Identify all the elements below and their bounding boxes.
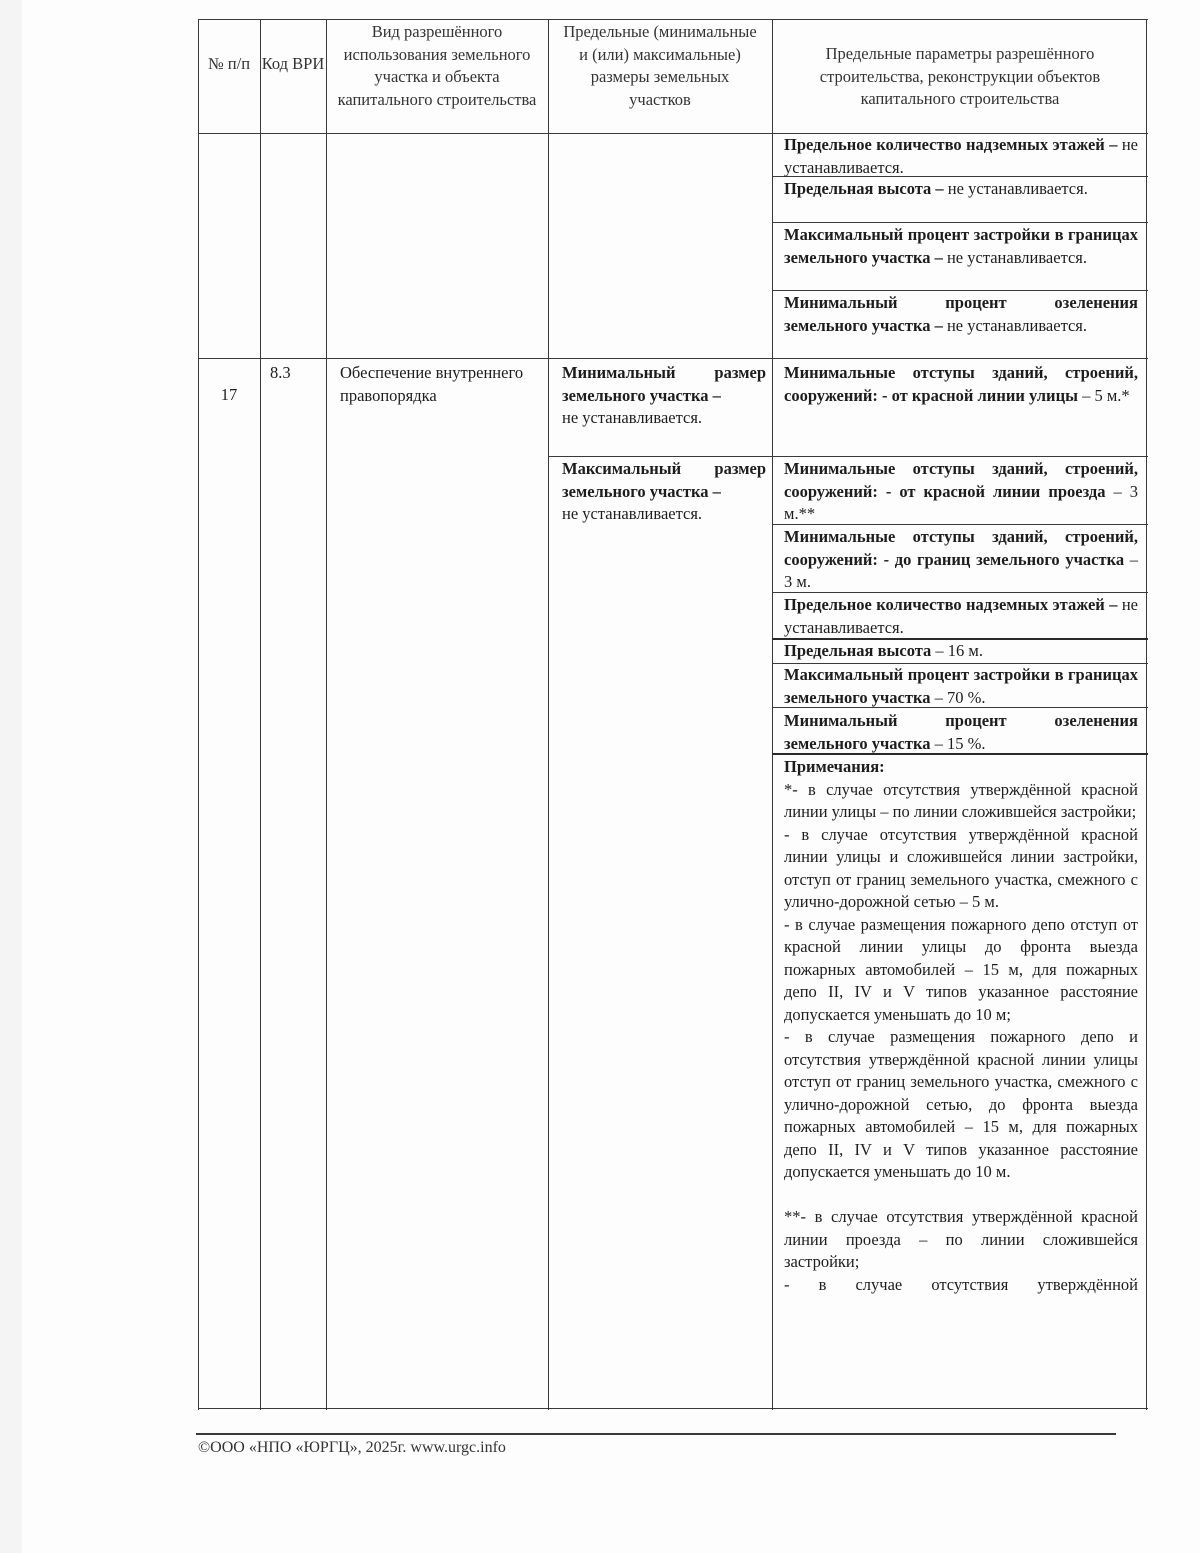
row-number: 17 xyxy=(220,385,238,404)
param-value: – 3 м.** xyxy=(784,481,1139,523)
param-label: Минимальный процент озеленения земельного участка xyxy=(784,711,1138,753)
param-setback-street xyxy=(782,362,1140,407)
param-max-coverage xyxy=(782,664,1140,709)
note-item: - в случае размещения пожарного депо отступ от красной линии улицы до фронта выезда пожарных автомобилей – 15 м, для пожарных депо II, IV и V типов указанное расстояние допускается уменьшать до 10 м; xyxy=(784,914,1138,1024)
size-divider xyxy=(548,456,772,457)
param-height xyxy=(782,640,1140,663)
note-item: **- в случае отсутствия утверждённой красной линии проезда – по линии сложившейся застройки; xyxy=(784,1207,1138,1271)
header-code: Код ВРИ xyxy=(261,54,325,73)
notes-title: Примечания: xyxy=(784,757,885,776)
param-value: не устанавливается. xyxy=(943,179,1088,198)
param-label: Минимальный размер земельного участка – xyxy=(562,363,766,405)
param-value: – 16 м. xyxy=(931,641,983,660)
param-label: Предельная высота xyxy=(784,641,932,660)
param-value: – 15 %. xyxy=(930,733,986,753)
table-border-left xyxy=(198,19,199,1410)
footer-divider xyxy=(196,1433,1116,1435)
max-plot-size xyxy=(560,458,768,526)
param-label: Максимальный процент застройки в границах земельного участка – xyxy=(784,225,1138,267)
param-setback-plot xyxy=(782,526,1140,594)
param-height xyxy=(782,178,1140,201)
min-plot-size xyxy=(560,362,768,430)
param-value: – 3 м. xyxy=(784,549,1139,591)
param-value: – 5 м.* xyxy=(1077,385,1130,405)
col-divider xyxy=(772,19,773,1410)
param-max-coverage xyxy=(782,224,1140,269)
param-floors xyxy=(782,134,1140,179)
param-min-greenery xyxy=(782,710,1140,755)
param-floors xyxy=(782,594,1140,639)
footer-copyright: ©ООО «НПО «ЮРГЦ», 2025г. www.urgc.info xyxy=(198,1439,506,1456)
param-label: Максимальный размер земельного участка – xyxy=(562,459,766,501)
param-label: Предельное количество надземных этажей – xyxy=(784,135,1118,154)
col-divider xyxy=(326,19,327,1410)
param-value: не устанавливается. xyxy=(562,408,703,427)
col-divider xyxy=(260,19,261,1410)
col-divider xyxy=(548,19,549,1410)
regulations-table xyxy=(198,19,1148,1410)
note-item: - в случае отсутствия утверждённой красной линии улицы и сложившейся линии застройки, отступ от границ земельного участка, смежного с улично-дорожной сетью – 5 м. xyxy=(784,824,1138,911)
note-item: - в случае отсутствия утверждённой xyxy=(784,1274,1138,1294)
notes-block xyxy=(782,756,1140,1296)
header-size: Предельные (минимальные и (или) максимальные) размеры земельных участков xyxy=(563,22,757,109)
header-use: Вид разрешённого использования земельного участка и объекта капитального строительства xyxy=(337,22,537,109)
param-value: не устанавливается. xyxy=(942,315,1088,335)
param-label: Максимальный процент застройки в границах земельного участка xyxy=(784,665,1138,707)
table-border-top xyxy=(198,19,1148,20)
param-label: Предельное количество надземных этажей – xyxy=(784,595,1118,614)
param-value: не устанавливается. xyxy=(784,595,1138,637)
param-value: не устанавливается. xyxy=(562,504,703,523)
param-label: Минимальный процент озеленения земельного участка – xyxy=(784,293,1138,335)
param-min-greenery xyxy=(782,292,1140,337)
note-item: *- в случае отсутствия утверждённой красной линии улицы – по линии сложившейся застройки; xyxy=(784,779,1138,821)
scan-edge xyxy=(0,0,22,1553)
param-divider xyxy=(772,290,1148,291)
table-border-bottom xyxy=(198,1408,1148,1409)
param-divider xyxy=(772,222,1148,223)
param-label: Минимальные отступы зданий, строений, сооружений: - от красной линии проезда xyxy=(784,459,1138,501)
param-label: Минимальные отступы зданий, строений, сооружений: - до границ земельного участка xyxy=(784,527,1138,569)
use-type: Обеспечение внутреннего правопорядка xyxy=(340,363,524,405)
param-divider xyxy=(772,456,1148,457)
row-divider xyxy=(198,358,1148,359)
note-item: - в случае размещения пожарного депо и отсутствия утверждённой красной линии улицы отступ от границ земельного участка, смежного с улично-дорожной сетью, до фронта выезда пожарных автомобилей – 15 м, для пожарных депо II, IV и V типов указанное расстояние допускается уменьшать до 10 м. xyxy=(784,1027,1138,1181)
param-label: Минимальные отступы зданий, строений, сооружений: - от красной линии улицы xyxy=(784,363,1138,405)
header-params: Предельные параметры разрешённого строительства, реконструкции объектов капитального строительства xyxy=(819,44,1101,108)
table-border-right xyxy=(1146,19,1147,1410)
vri-code: 8.3 xyxy=(270,363,291,382)
param-value: не устанавливается. xyxy=(942,247,1088,267)
param-value: не устанавливается. xyxy=(784,135,1138,177)
param-value: – 70 %. xyxy=(930,687,986,707)
param-label: Предельная высота – xyxy=(784,179,944,198)
note-spacer xyxy=(784,1184,1138,1207)
header-number: № п/п xyxy=(207,54,251,73)
param-setback-driveway xyxy=(782,458,1140,526)
